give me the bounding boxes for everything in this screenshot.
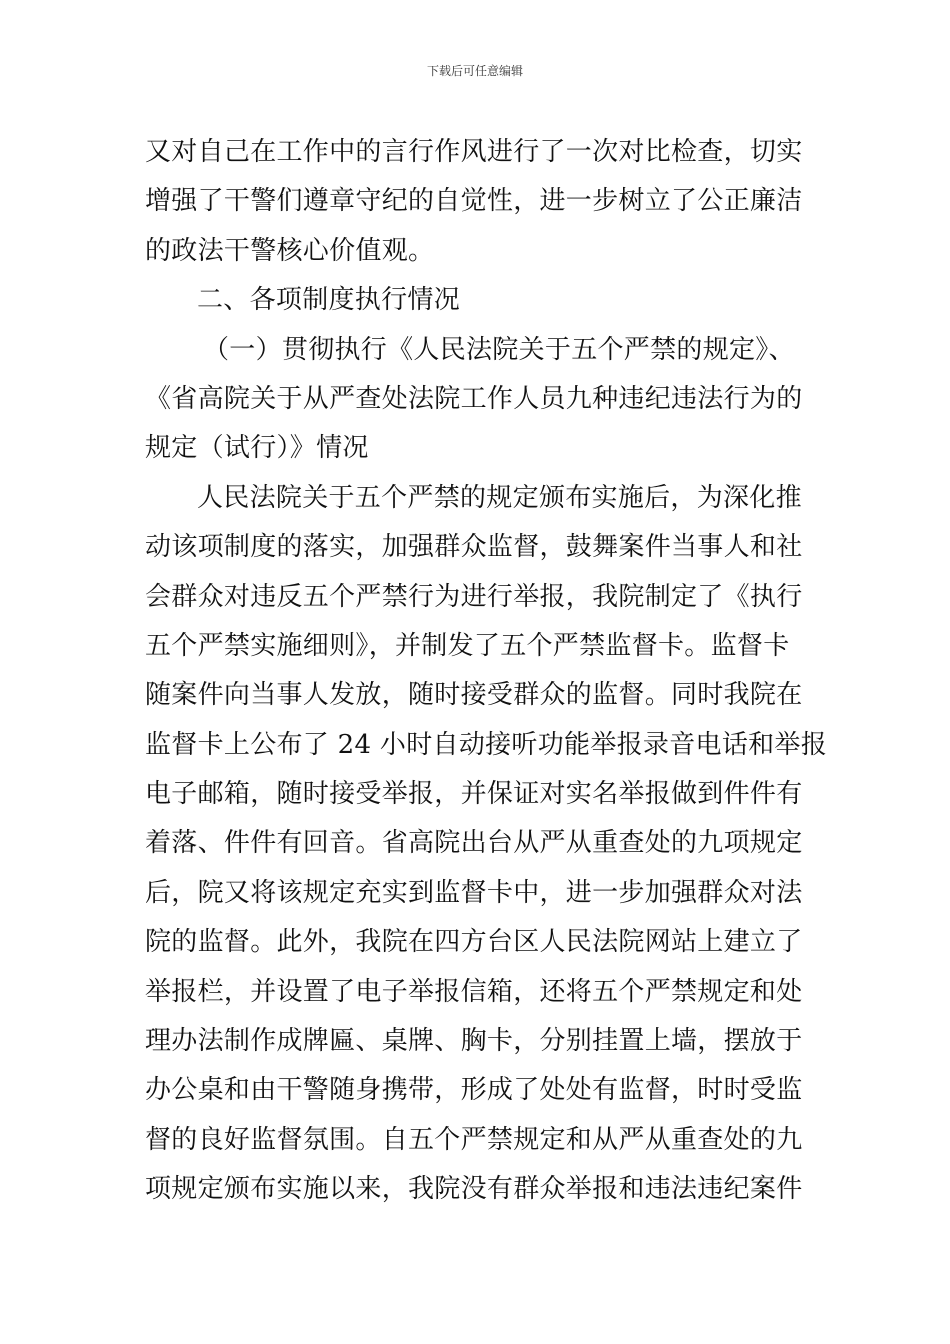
text-line: 着落、件件有回音。省高院出台从严从重查处的九项规定	[145, 828, 803, 859]
text-line: 又对自己在工作中的言行作风进行了一次对比检查，切实	[145, 137, 803, 167]
text-line: 项规定颁布实施以来，我院没有群众举报和违法违纪案件	[145, 1174, 803, 1205]
text-line: 办公桌和由干警随身携带，形成了处处有监督，时时受监	[145, 1075, 803, 1106]
text-line: 院的监督。此外，我院在四方台区人民法院网站上建立了	[145, 927, 803, 958]
subsection-heading-continued: 《省高院关于从严查处法院工作人员九种违纪违法行为的	[145, 383, 803, 414]
text-line: 监督卡上公布了 24 小时自动接听功能举报录音电话和举报	[145, 729, 828, 760]
text-line: 举报栏，并设置了电子举报信箱，还将五个严禁规定和处	[145, 976, 803, 1007]
text-line: 后，院又将该规定充实到监督卡中，进一步加强群众对法	[145, 877, 803, 908]
paragraph-first-line: 人民法院关于五个严禁的规定颁布实施后，为深化推	[197, 482, 802, 513]
text-line: 增强了干警们遵章守纪的自觉性，进一步树立了公正廉洁	[145, 186, 803, 217]
text-line: 动该项制度的落实，加强群众监督，鼓舞案件当事人和社	[145, 532, 803, 563]
subsection-heading: （一）贯彻执行《人民法院关于五个严禁的规定》、	[203, 334, 795, 365]
section-heading: 二、各项制度执行情况	[197, 285, 461, 316]
text-line: 的政法干警核心价值观。	[145, 235, 435, 266]
text-line: 五个严禁实施细则》，并制发了五个严禁监督卡。监督卡	[145, 630, 790, 661]
text-line: 随案件向当事人发放，随时接受群众的监督。同时我院在	[145, 680, 803, 711]
document-body	[145, 128, 828, 1215]
text-line: 督的良好监督氛围。自五个严禁规定和从严从重查处的九	[145, 1124, 803, 1155]
text-line: 电子邮箱，随时接受举报，并保证对实名举报做到件件有	[145, 779, 803, 810]
text-line: 理办法制作成牌匾、桌牌、胸卡，分别挂置上墙，摆放于	[145, 1026, 803, 1057]
page-header: 下载后可任意编辑	[426, 64, 523, 78]
subsection-heading-continued: 规定（试行）》情况	[145, 433, 369, 464]
text-line: 会群众对违反五个严禁行为进行举报，我院制定了《执行	[145, 581, 803, 612]
